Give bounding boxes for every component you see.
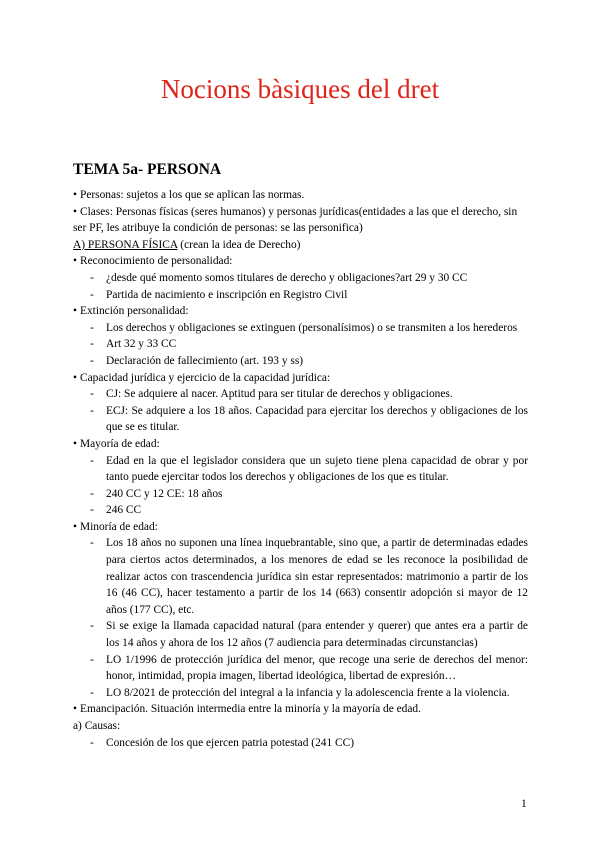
causas-label: a) Causas: <box>73 720 121 732</box>
list-item: - Art 32 y 33 CC <box>73 336 528 353</box>
list-item: - Edad en la que el legislador considera que un sujeto tiene plena capacidad de obrar y por tanto puede ejercitar todos los derechos y obligaciones de los que es titular. <box>73 453 528 486</box>
list-item: - Los derechos y obligaciones se extinguen (personalísimos) o se transmiten a los herederos <box>73 320 528 337</box>
bullet-clases: • Clases: Personas físicas (seres humanos) y personas jurídicas(entidades a las que el derecho, sin ser PF, les atribuye la condición de personas: se las personifica) <box>73 204 528 237</box>
list-item: - LO 8/2021 de protección del integral a la infancia y la adolescencia frente a la violencia. <box>73 685 528 702</box>
subsection-note: (crean la idea de Derecho) <box>177 238 301 251</box>
list-item: - ECJ: Se adquiere a los 18 años. Capacidad para ejercitar los derechos y obligaciones de los que se es titular. <box>73 403 528 436</box>
document-body <box>73 160 528 751</box>
list-item: - Concesión de los que ejercen patria potestad (241 CC) <box>73 735 528 752</box>
list-item: - Si se exige la llamada capacidad natural (para entender y querer) que antes era a partir de los 14 años y ahora de los 12 años (7 audiencia para determinadas circunstancias) <box>73 618 528 651</box>
bullet-mayoria: • Mayoría de edad: <box>73 436 528 453</box>
document-title: Nocions bàsiques del dret <box>160 74 440 104</box>
list-item: - CJ: Se adquiere al nacer. Aptitud para ser titular de derechos y obligaciones. <box>73 386 528 403</box>
list-item: - 240 CC y 12 CE: 18 años <box>73 486 528 503</box>
list-item: - Los 18 años no suponen una línea inquebrantable, sino que, a partir de determinadas edades para ciertos actos determinados, a los menores de edad se les reconoce la posibilidad de realizar actos con trascendencia jurídica sin estar representados: matrimonio a partir de los 16 (46 CC), hacer testamento a partir de los 14 (663) consentir adopción si mayor de 12 años (177 CC), etc. <box>73 535 528 618</box>
bullet-minoria: • Minoría de edad: <box>73 519 528 536</box>
bullet-capacidad: • Capacidad jurídica y ejercicio de la capacidad jurídica: <box>73 370 528 387</box>
page-number: 1 <box>521 798 527 810</box>
list-item: - 246 CC <box>73 502 528 519</box>
list-item: - Declaración de fallecimiento (art. 193 y ss) <box>73 353 528 370</box>
subsection-persona-fisica <box>73 237 528 254</box>
list-item: - LO 1/1996 de protección jurídica del menor, que recoge una serie de derechos del menor: honor, intimidad, propia imagen, libertad ideológica, libertad de expresión… <box>73 652 528 685</box>
list-item: - Partida de nacimiento e inscripción en Registro Civil <box>73 287 528 304</box>
bullet-reconocimiento: • Reconocimiento de personalidad: <box>73 253 528 270</box>
subsection-label: A) PERSONA FÍSICA <box>73 238 178 251</box>
list-item: - ¿desde qué momento somos titulares de derecho y obligaciones?art 29 y 30 CC <box>73 270 528 287</box>
bullet-extincion: • Extinción personalidad: <box>73 303 528 320</box>
bullet-emancipacion: • Emancipación. Situación intermedia entre la minoría y la mayoría de edad. <box>73 701 528 718</box>
bullet-personas: • Personas: sujetos a los que se aplican las normas. <box>73 187 528 204</box>
section-heading: TEMA 5a- PERSONA <box>73 161 222 178</box>
